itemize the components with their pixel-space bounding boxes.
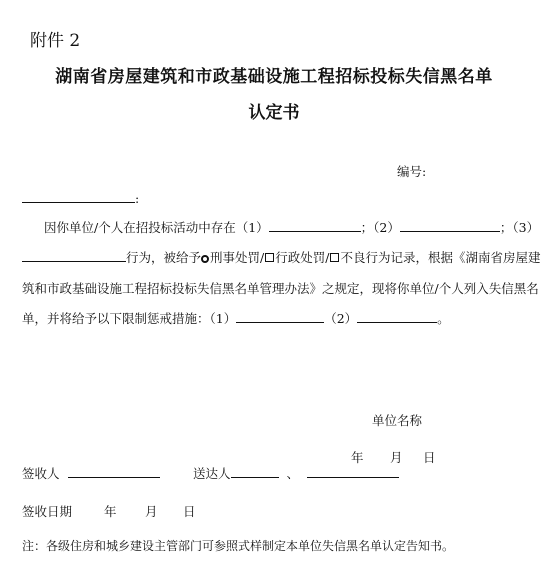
- date-year: 年: [351, 450, 364, 465]
- sign-month: 月: [145, 504, 158, 519]
- option-criminal: 刑事处罚/: [210, 250, 265, 265]
- paragraph-line-1: [44, 218, 539, 236]
- deliverer-blank-1: [231, 465, 279, 478]
- para-intro: 因你单位/个人在招投标活动中存在（1）: [44, 220, 269, 235]
- deliverer-blank-2: [307, 465, 399, 478]
- document-subtitle: 认定书: [248, 103, 300, 123]
- item2-label: ；（2）: [360, 220, 400, 235]
- checkbox-icon: [330, 253, 339, 262]
- option-admin: 行政处罚/: [275, 250, 330, 265]
- radio-selected-icon: [201, 255, 209, 263]
- addressee-colon: :: [135, 191, 140, 206]
- paragraph-line-4: [22, 309, 450, 327]
- date-day: 日: [423, 450, 436, 465]
- sign-year: 年: [104, 504, 117, 519]
- checkbox-icon: [265, 253, 274, 262]
- item3-blank: [22, 249, 126, 262]
- receiver-line: [22, 464, 160, 482]
- line2-text: 行为，被给予: [126, 250, 202, 265]
- item1-blank: [269, 219, 361, 232]
- deliverer-label: 送达人: [193, 466, 231, 481]
- item3-label: ；（3）: [499, 220, 540, 235]
- measure1-blank: [236, 310, 324, 323]
- unit-name-label: 单位名称: [372, 413, 423, 428]
- deliverer-line: [193, 464, 399, 482]
- number-label: 编号:: [397, 164, 427, 179]
- measure2-blank: [357, 310, 437, 323]
- paragraph-line-3: 筑和市政基础设施工程招标投标失信黑名单管理办法》之规定，现将你单位/个人列入失信黑名: [22, 281, 539, 296]
- item2-blank: [400, 219, 500, 232]
- addressee-blank: [22, 190, 135, 203]
- addressee-line: [22, 190, 139, 206]
- receiver-blank: [68, 465, 160, 478]
- line4-end: 。: [437, 311, 450, 326]
- paragraph-line-2: [22, 248, 540, 266]
- receiver-label: 签收人: [22, 466, 60, 481]
- annex-label: 附件 2: [30, 31, 81, 51]
- line4-item2: （2）: [324, 311, 358, 326]
- sign-date-label: 签收日期: [22, 504, 73, 519]
- line4-text: 单，并将给予以下限制惩戒措施：（1）: [22, 311, 237, 326]
- date-month: 月: [390, 450, 403, 465]
- deliverer-separator: 、: [286, 466, 300, 481]
- footnote: 注：各级住房和城乡建设主管部门可参照式样制定本单位失信黑名单认定告知书。: [22, 539, 455, 553]
- option-bad-record: 不良行为记录，根据《湖南省房屋建: [340, 250, 541, 265]
- sign-day: 日: [183, 504, 196, 519]
- document-title: 湖南省房屋建筑和市政基础设施工程招标投标失信黑名单: [55, 67, 493, 87]
